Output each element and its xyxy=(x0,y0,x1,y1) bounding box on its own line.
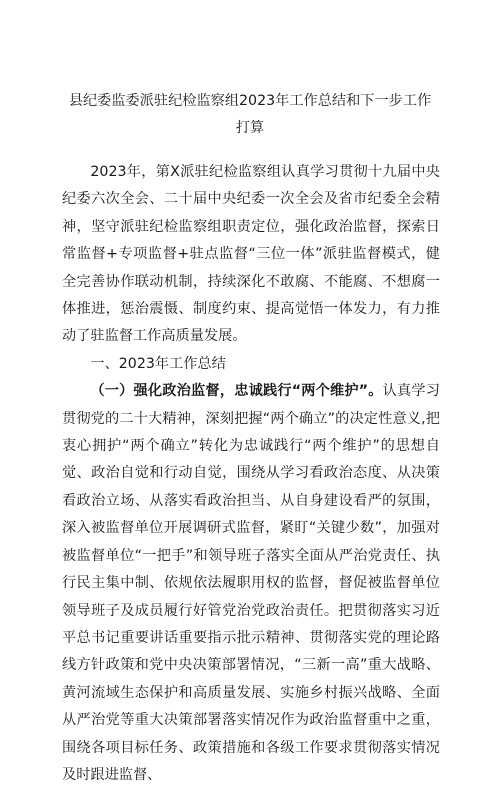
subsection-text: 认真学习贯彻党的二十大精神，深刻把握“两个确立”的决定性意义,把衷心拥护“两个确立”转化为忠诚践行“两个维护”的思想自觉、政治自觉和行动自觉，围绕从学习看政治态度、从决策看政治立场、从落实看政治担当、从自身建设看严的氛围，深入被监督单位开展调研式监督，紧盯“关键少数”，加强对被监督单位“一把手”和领导班子落实全面从严治党责任、执行民主集中制、依规依法履职用权的监督，督促被监督单位领导班子及成员履行好管党治党政治责任。把贯彻落实习近平总书记重要讲话重要指示批示精神、贯彻落实党的理论路线方针政策和党中央决策部署情况，“三新一高”重大战略、黄河流域生态保护和高质量发展、实施乡村振兴战略、全面从严治党等重大决策部署落实情况作为政治监督重中之重，围绕各项目标任务、政策措施和各级工作要求贯彻落实情况及时跟进监督、 xyxy=(62,383,440,783)
intro-paragraph: 2023年，第X派驻纪检监察组认真学习贯彻十九届中央纪委六次全会、二十届中央纪委一次全会及省市纪委全会精神，坚守派驻纪检监察组职责定位，强化政治监督，探索日常监督+专项监督+驻点监督“三位一体”派驻监督模式，健全完善协作联动机制，持续深化不敢腐、不能腐、不想腐一体推进，惩治震慑、制度约束、提高觉悟一体发力，有力推动了驻监督工作高质量发展。 xyxy=(62,164,440,345)
subsection-heading: （一）强化政治监督，忠诚践行“两个维护”。 xyxy=(90,383,383,400)
document-body xyxy=(62,159,440,789)
section-heading: 一、2023年工作总结 xyxy=(90,355,226,372)
document-title: 县纪委监委派驻纪检监察组2023年工作总结和下一步工作打算 xyxy=(68,93,432,136)
subsection-paragraph xyxy=(62,378,440,789)
